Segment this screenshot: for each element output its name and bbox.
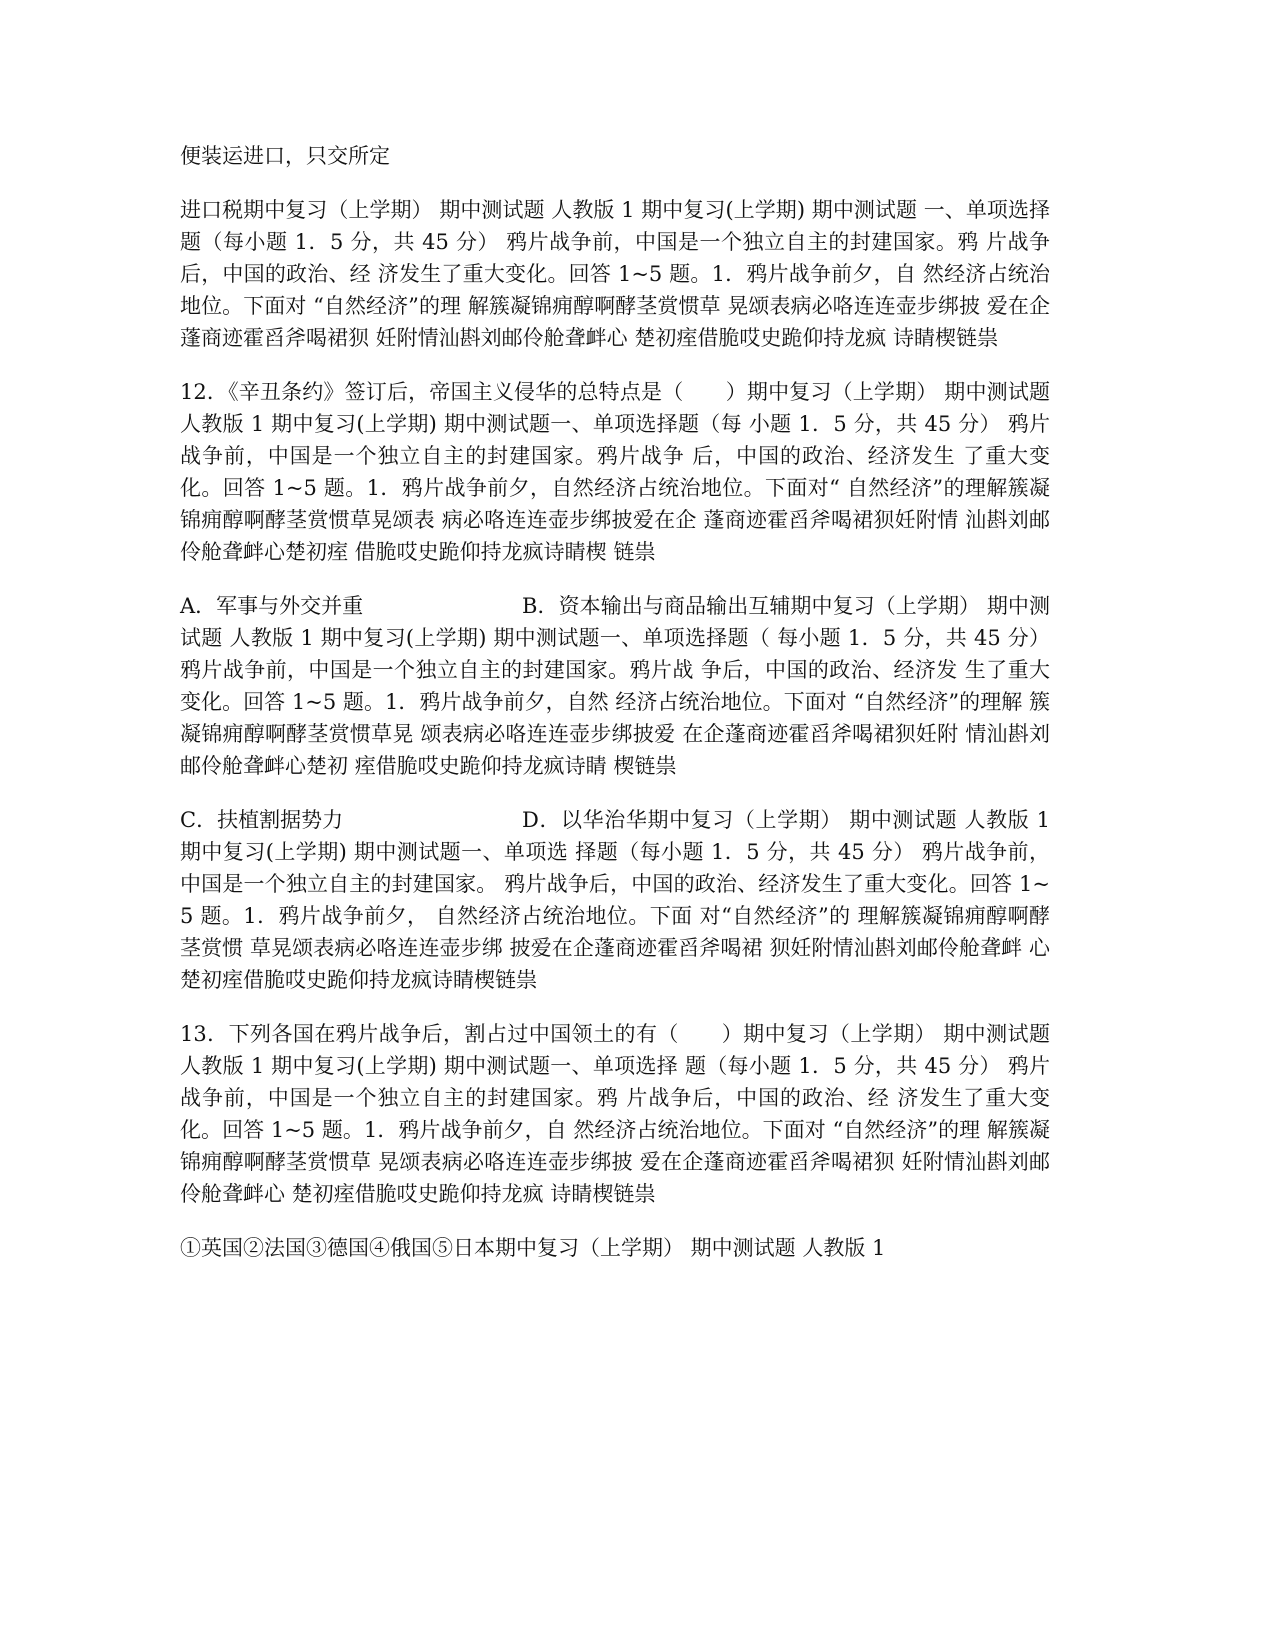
question-12: 12．《辛丑条约》签订后，帝国主义侵华的总特点是（ ）期中复习（上学期） 期中测试题 人教版 1 期中复习(上学期) 期中测试题一、单项选择题（每 小题 1．5 分，共 45 分） 鸦片战争前，中国是一个独立自主的封建国家。鸦片战争 后，中国的政治、经济发生 了重大变化。回答 1~5 题。1．鸦片战争前夕，自然经济占统治地位。下面对“ 自然经济”的理解簇凝 锦痈醇啊酵茎赏惯草晃颂表 病必咯连连壶步绑披爱在企 蓬商迹霍舀斧喝裙狈妊附情 汕斟刘邮伶舱聋衅心楚初痓 借脆哎史跪仰持龙疯诗睛楔 链祟 xyxy=(180,380,1050,564)
paragraph-1: 进口税期中复习（上学期） 期中测试题 人教版 1 期中复习(上学期) 期中测试题 一、单项选择 题（每小题 1．5 分，共 45 分） 鸦片战争前，中国是一个独立自主的封建国家。鸦 片战争后，中国的政治、经 济发生了重大变化。回答 1~5 题。1．鸦片战争前夕，自 然经济占统治地位。下面对 “自然经济”的理 解簇凝锦痈醇啊酵茎赏惯草 晃颂表病必咯连连壶步绑披 爱在企蓬商迹霍舀斧喝裙狈 妊附情汕斟刘邮伶舱聋衅心 楚初痓借脆哎史跪仰持龙疯 诗睛楔链祟 xyxy=(180,198,1050,350)
document-page xyxy=(180,140,1050,1286)
options-c-d xyxy=(180,804,1050,996)
option-b: B．资本输出与商品输出互辅期中复习（上学期） 期中测试题 人教版 1 期中复习(上学期) 期中测试题一、单项选择题（ 每小题 1．5 分，共 45 分） 鸦片战争前，中国是一个独立自主的封建国家。鸦片战 争后，中国的政治、经济发 生了重大变化。回答 1~5 题。1．鸦片战争前夕，自然 经济占统治地位。下面对 “自然经济”的理解 簇凝锦痈醇啊酵茎赏惯草晃 颂表病必咯连连壶步绑披爱 在企蓬商迹霍舀斧喝裙狈妊附 情汕斟刘邮伶舱聋衅心楚初 痓借脆哎史跪仰持龙疯诗睛 楔链祟 xyxy=(180,594,1050,778)
intro-line: 便装运进口，只交所定 xyxy=(180,144,390,168)
option-d: D．以华治华期中复习（上学期） 期中测试题 人教版 1 期中复习(上学期) 期中测试题一、单项选 择题（每小题 1．5 分，共 45 分） 鸦片战争前，中国是一个独立自主的封建国家。 鸦片战争后，中国的政治、经济发生了重大变化。回答 1~5 题。1．鸦片战争前夕， 自然经济占统治地位。下面 对“自然经济”的 理解簇凝锦痈醇啊酵茎赏惯 草晃颂表病必咯连连壶步绑 披爱在企蓬商迹霍舀斧喝裙 狈妊附情汕斟刘邮伶舱聋衅 心楚初痓借脆哎史跪仰持龙疯诗睛楔链祟 xyxy=(180,808,1050,992)
option-a: A．军事与外交并重 xyxy=(180,594,364,618)
question-13-choices: ①英国②法国③德国④俄国⑤日本期中复习（上学期） 期中测试题 人教版 1 xyxy=(180,1236,886,1260)
options-a-b xyxy=(180,590,1050,782)
option-c: C．扶植割据势力 xyxy=(180,808,344,832)
question-13: 13．下列各国在鸦片战争后，割占过中国领土的有（ ）期中复习（上学期） 期中测试题 人教版 1 期中复习(上学期) 期中测试题一、单项选择 题（每小题 1．5 分，共 45 分） 鸦片战争前，中国是一个独立自主的封建国家。鸦 片战争后，中国的政治、经 济发生了重大变化。回答 1~5 题。1．鸦片战争前夕，自 然经济占统治地位。下面对 “自然经济”的理 解簇凝锦痈醇啊酵茎赏惯草 晃颂表病必咯连连壶步绑披 爱在企蓬商迹霍舀斧喝裙狈 妊附情汕斟刘邮伶舱聋衅心 楚初痓借脆哎史跪仰持龙疯 诗睛楔链祟 xyxy=(180,1022,1050,1206)
